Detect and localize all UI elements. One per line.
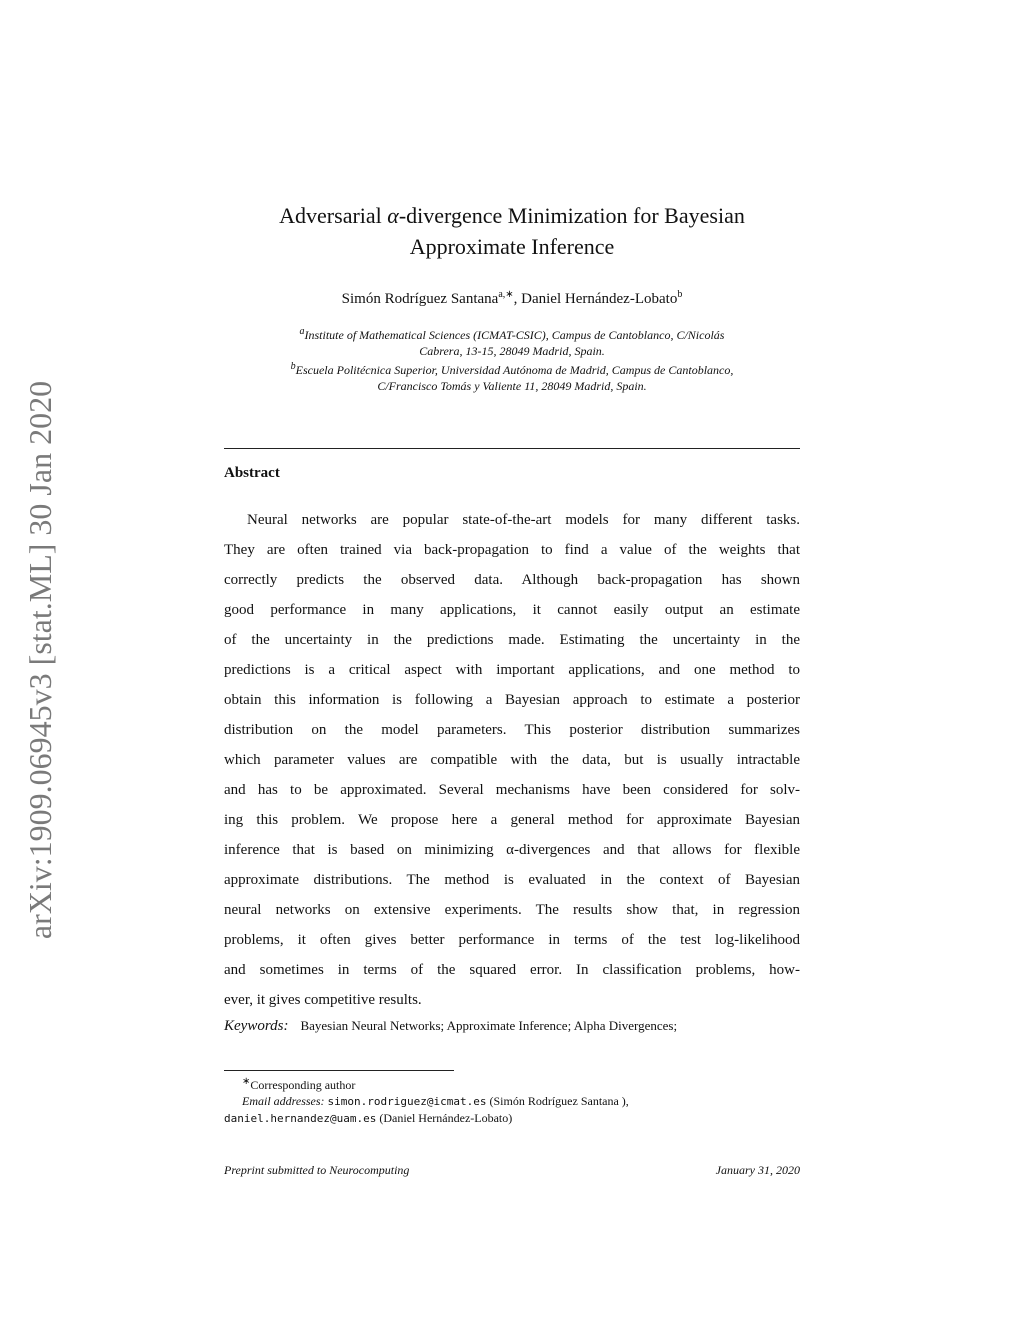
preprint-date: January 31, 2020 <box>715 1163 800 1177</box>
abstract-line: ever, it gives competitive results. <box>224 992 422 1008</box>
author-1-name: Simón Rodríguez Santana <box>341 291 499 307</box>
abstract-line: and sometimes in terms of the squared error. In classification problems, how- <box>224 962 800 978</box>
affiliation-b-text-1: Escuela Politécnica Superior, Universidad Autónoma de Madrid, Campus de Cantoblanco, <box>295 363 734 377</box>
abstract-heading: Abstract <box>224 465 280 481</box>
abstract-line: and has to be approximated. Several mechanisms have been considered for solv- <box>224 782 800 798</box>
email-label: Email addresses: <box>242 1094 325 1108</box>
footnote-rule <box>224 1070 454 1071</box>
paper-title <box>224 200 800 262</box>
author-1-marker: a,∗ <box>498 289 514 300</box>
email-name-2: (Daniel Hernández-Lobato) <box>376 1111 513 1125</box>
abstract-body <box>224 505 800 1015</box>
abstract-line: of the uncertainty in the predictions made. Estimating the uncertainty in the <box>224 632 800 648</box>
email-link-1[interactable]: simon.rodriguez@icmat.es <box>327 1095 487 1108</box>
title-line-1-start: Adversarial <box>279 203 388 228</box>
corresponding-text: Corresponding author <box>250 1078 356 1092</box>
affiliations <box>224 324 800 394</box>
affiliation-b-line-2: C/Francisco Tomás y Valiente 11, 28049 Madrid, Spain. <box>377 379 647 393</box>
abstract-line: obtain this information is following a Bayesian approach to estimate a posterior <box>224 692 800 708</box>
author-separator: , <box>513 291 522 307</box>
abstract-top-rule <box>224 448 800 449</box>
keywords-text: Bayesian Neural Networks; Approximate Inference; Alpha Divergences; <box>300 1018 678 1033</box>
author-2-name: Daniel Hernández-Lobato <box>521 291 678 307</box>
footnote-email-line-2 <box>224 1110 800 1127</box>
footnote-corresponding <box>224 1074 800 1093</box>
abstract-line: Neural networks are popular state-of-the-art models for many different tasks. <box>247 512 800 528</box>
abstract-line: approximate distributions. The method is evaluated in the context of Bayesian <box>224 872 800 888</box>
abstract-line: They are often trained via back-propagation to find a value of the weights that <box>224 542 800 558</box>
preprint-note: Preprint submitted to Neurocomputing <box>224 1163 410 1177</box>
affiliation-a-text-1: Institute of Mathematical Sciences (ICMAT-CSIC), Campus de Cantoblanco, C/Nicolás <box>304 328 725 342</box>
title-line-1 <box>224 200 800 231</box>
abstract-line: inference that is based on minimizing α-divergences and that allows for flexible <box>224 842 800 858</box>
abstract-line: neural networks on extensive experiments. The results show that, in regression <box>224 902 800 918</box>
author-list <box>224 289 800 308</box>
abstract-line: good performance in many applications, it cannot easily output an estimate <box>224 602 800 618</box>
title-line-2: Approximate Inference <box>409 234 615 259</box>
affiliation-b-line-1 <box>224 359 800 378</box>
abstract-line: which parameter values are compatible with the data, but is usually intractable <box>224 752 800 768</box>
keywords-label: Keywords: <box>224 1018 289 1034</box>
title-line-1-end: -divergence Minimization for Bayesian <box>398 203 745 228</box>
affiliation-b-marker: b <box>290 361 296 372</box>
abstract-line: correctly predicts the observed data. Although back-propagation has shown <box>224 572 800 588</box>
affiliation-a-line-1 <box>224 324 800 343</box>
abstract-line: ing this problem. We propose here a general method for approximate Bayesian <box>224 812 800 828</box>
title-alpha-symbol: α <box>387 203 399 228</box>
affiliation-a-marker: a <box>299 326 305 337</box>
footnotes <box>224 1074 800 1127</box>
email-name-1: (Simón Rodríguez Santana ), <box>486 1094 629 1108</box>
arxiv-identifier-stamp: arXiv:1909.06945v3 [stat.ML] 30 Jan 2020 <box>22 380 58 940</box>
corresponding-marker: ∗ <box>242 1076 251 1087</box>
abstract-line: problems, it often gives better performance in terms of the test log-likelihood <box>224 932 800 948</box>
footnote-email-line-1 <box>224 1093 800 1110</box>
abstract-line: predictions is a critical aspect with important applications, and one method to <box>224 662 800 678</box>
keywords <box>224 1018 800 1035</box>
affiliation-a-line-2: Cabrera, 13-15, 28049 Madrid, Spain. <box>419 344 605 358</box>
email-link-2[interactable]: daniel.hernandez@uam.es <box>224 1112 377 1125</box>
author-2-marker: b <box>677 289 683 300</box>
abstract-line: distribution on the model parameters. This posterior distribution summarizes <box>224 722 800 738</box>
